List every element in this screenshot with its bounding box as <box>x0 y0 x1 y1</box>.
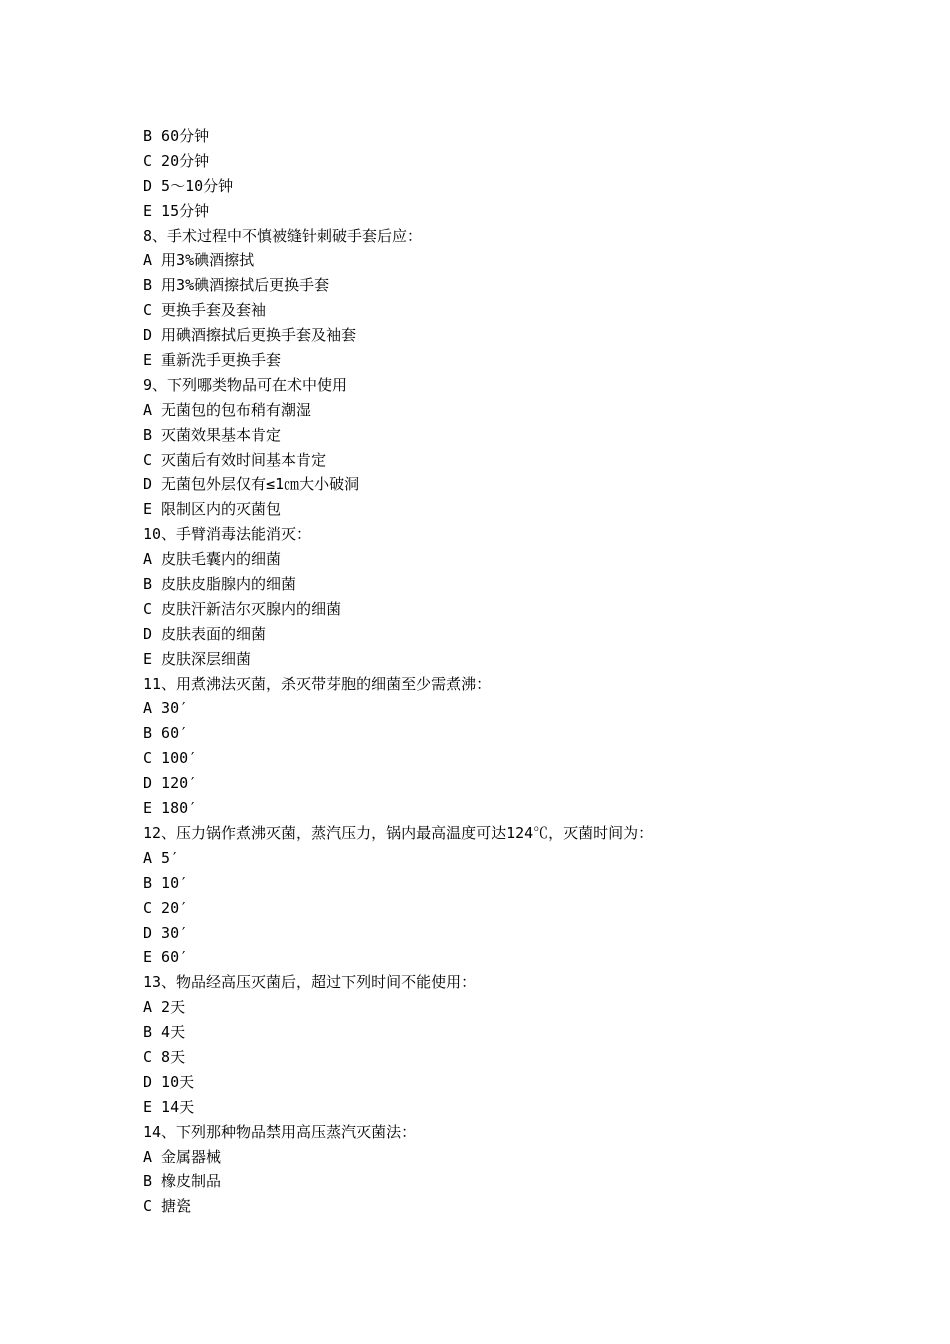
option-line: A 金属器械 <box>143 1147 222 1166</box>
question-14: 14、下列那种物品禁用高压蒸汽灭菌法： <box>143 1122 417 1141</box>
option-line: B 灭菌效果基本肯定 <box>143 425 282 444</box>
option-line: D 无菌包外层仅有≤1㎝大小破洞 <box>143 475 360 494</box>
option-line: D 120′ <box>143 774 198 793</box>
option-line: E 14天 <box>143 1097 195 1116</box>
option-line: A 30′ <box>143 699 189 718</box>
question-8: 8、手术过程中不慎被缝针刺破手套后应： <box>143 226 423 245</box>
option-line: C 20分钟 <box>143 151 210 170</box>
question-12: 12、压力锅作煮沸灭菌，蒸汽压力，锅内最高温度可达124℃，灭菌时间为： <box>143 823 654 842</box>
option-line: E 180′ <box>143 799 198 818</box>
option-line: A 用3%碘酒擦拭 <box>143 251 255 270</box>
option-line: D 皮肤表面的细菌 <box>143 624 267 643</box>
document-page <box>143 124 903 1219</box>
question-10: 10、手臂消毒法能消灭： <box>143 525 312 544</box>
option-line: E 限制区内的灭菌包 <box>143 500 282 519</box>
option-line: C 100′ <box>143 749 198 768</box>
option-line: B 60′ <box>143 724 189 743</box>
question-11: 11、用煮沸法灭菌，杀灭带芽胞的细菌至少需煮沸： <box>143 674 492 693</box>
option-line: A 2天 <box>143 998 186 1017</box>
option-line: C 皮肤汗新洁尔灭腺内的细菌 <box>143 599 342 618</box>
option-line: A 5′ <box>143 848 180 867</box>
option-line: B 皮肤皮脂腺内的细菌 <box>143 575 297 594</box>
option-line: E 重新洗手更换手套 <box>143 351 282 370</box>
option-line: E 皮肤深层细菌 <box>143 649 252 668</box>
option-line: C 灭菌后有效时间基本肯定 <box>143 450 327 469</box>
option-line: C 搪瓷 <box>143 1197 192 1216</box>
option-line: B 60分钟 <box>143 127 210 145</box>
option-line: D 用碘酒擦拭后更换手套及袖套 <box>143 326 357 345</box>
option-line: D 30′ <box>143 923 189 942</box>
question-9: 9、下列哪类物品可在术中使用 <box>143 375 348 394</box>
option-line: C 8天 <box>143 1047 186 1066</box>
option-line: B 用3%碘酒擦拭后更换手套 <box>143 276 330 295</box>
option-line: E 60′ <box>143 948 189 967</box>
option-line: C 更换手套及套袖 <box>143 301 267 320</box>
option-line: B 4天 <box>143 1023 186 1042</box>
question-13: 13、物品经高压灭菌后，超过下列时间不能使用： <box>143 973 477 992</box>
option-line: A 皮肤毛囊内的细菌 <box>143 550 282 569</box>
option-line: E 15分钟 <box>143 201 210 220</box>
option-line: D 5～10分钟 <box>143 176 234 195</box>
option-line: D 10天 <box>143 1072 195 1091</box>
option-line: B 橡皮制品 <box>143 1172 222 1191</box>
option-line: A 无菌包的包布稍有潮湿 <box>143 400 312 419</box>
option-line: B 10′ <box>143 873 189 892</box>
option-line: C 20′ <box>143 898 189 917</box>
